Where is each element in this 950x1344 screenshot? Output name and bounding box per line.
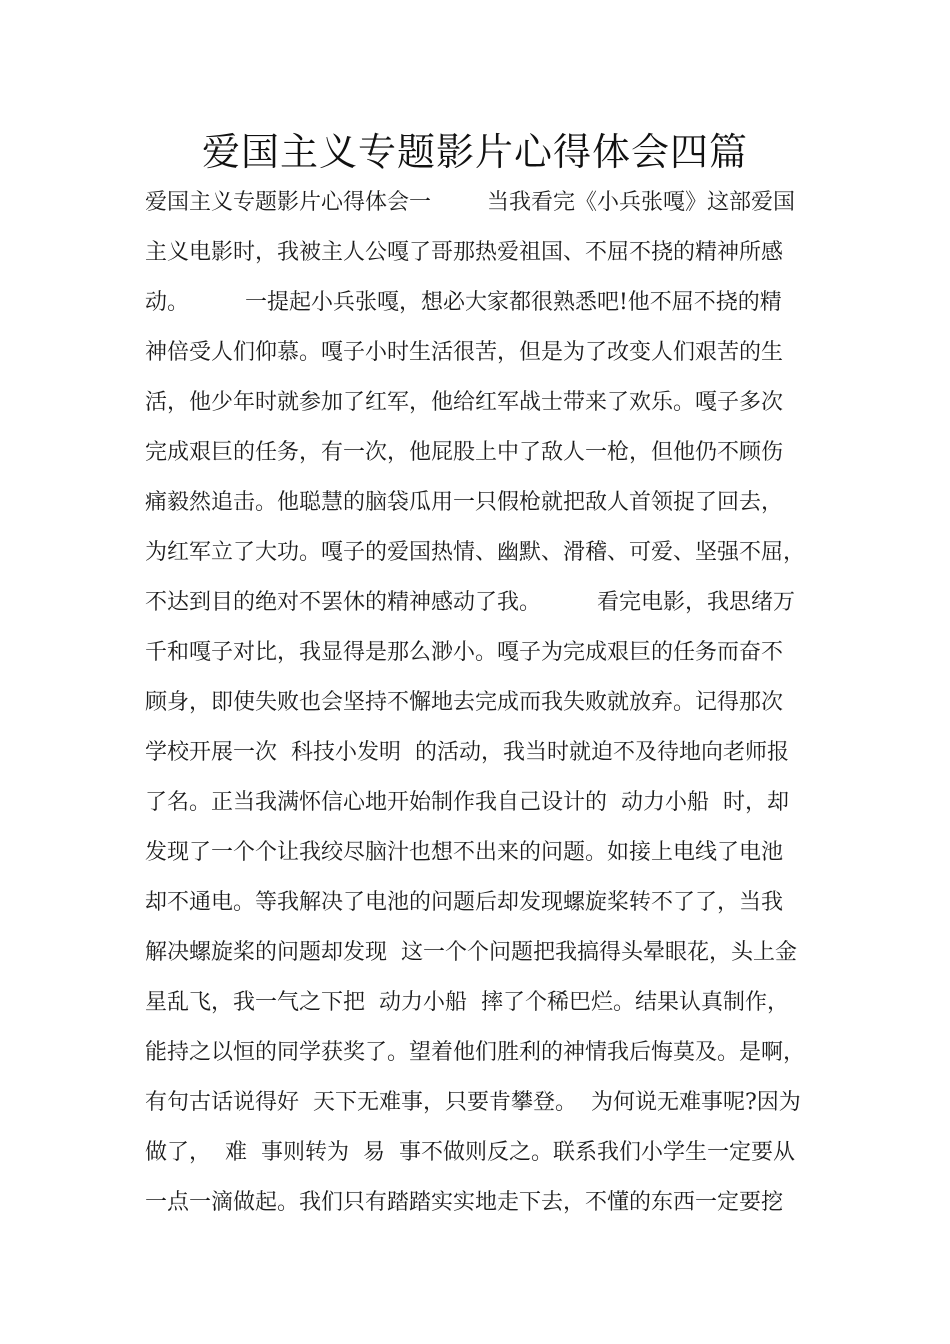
body-line: 能持之以恒的同学获奖了。望着他们胜利的神情我后悔莫及。是啊， (145, 1040, 806, 1065)
document-title: 爱国主义专题影片心得体会四篇 (201, 130, 748, 174)
document-body (145, 178, 835, 1228)
body-line: 了名。正当我满怀信心地开始制作我自己设计的 动力小船 时，却 (145, 790, 789, 815)
body-line: 一点一滴做起。我们只有踏踏实实地走下去，不懂的东西一定要挖 (145, 1190, 784, 1215)
body-line: 做了， 难 事则转为 易 事不做则反之。联系我们小学生一定要从 (145, 1140, 795, 1165)
body-line: 解决螺旋桨的问题却发现 这一个个问题把我搞得头晕眼花，头上金 (145, 940, 797, 965)
body-line: 却不通电。等我解决了电池的问题后却发现螺旋桨转不了了，当我 (145, 890, 784, 915)
body-line: 活，他少年时就参加了红军，他给红军战士带来了欢乐。嘎子多次 (145, 390, 784, 415)
body-line: 顾身，即使失败也会坚持不懈地去完成而我失败就放弃。记得那次 (145, 690, 784, 715)
body-line: 动。 一提起小兵张嘎，想必大家都很熟悉吧!他不屈不挠的精 (145, 290, 782, 315)
body-line: 发现了一个个让我绞尽脑汁也想不出来的问题。如接上电线了电池 (145, 840, 784, 865)
body-line: 完成艰巨的任务，有一次，他屁股上中了敌人一枪，但他仍不顾伤 (145, 440, 784, 465)
body-line: 爱国主义专题影片心得体会一 当我看完《小兵张嘎》这部爱国 (145, 190, 795, 215)
body-line: 痛毅然追击。他聪慧的脑袋瓜用一只假枪就把敌人首领捉了回去， (145, 490, 784, 515)
body-line: 有句古话说得好 天下无难事，只要肯攀登。 为何说无难事呢?因为 (145, 1090, 801, 1115)
body-line: 神倍受人们仰慕。嘎子小时生活很苦，但是为了改变人们艰苦的生 (145, 340, 784, 365)
body-line: 学校开展一次 科技小发明 的活动，我当时就迫不及待地向老师报 (145, 740, 789, 765)
body-line: 星乱飞，我一气之下把 动力小船 摔了个稀巴烂。结果认真制作， (145, 990, 789, 1015)
body-line: 为红军立了大功。嘎子的爱国热情、幽默、滑稽、可爱、坚强不屈， (145, 540, 806, 565)
body-line: 千和嘎子对比，我显得是那么渺小。嘎子为完成艰巨的任务而奋不 (145, 640, 784, 665)
body-line: 主义电影时，我被主人公嘎了哥那热爱祖国、不屈不挠的精神所感 (145, 240, 784, 265)
body-line: 不达到目的绝对不罢休的精神感动了我。 看完电影，我思绪万 (145, 590, 795, 615)
